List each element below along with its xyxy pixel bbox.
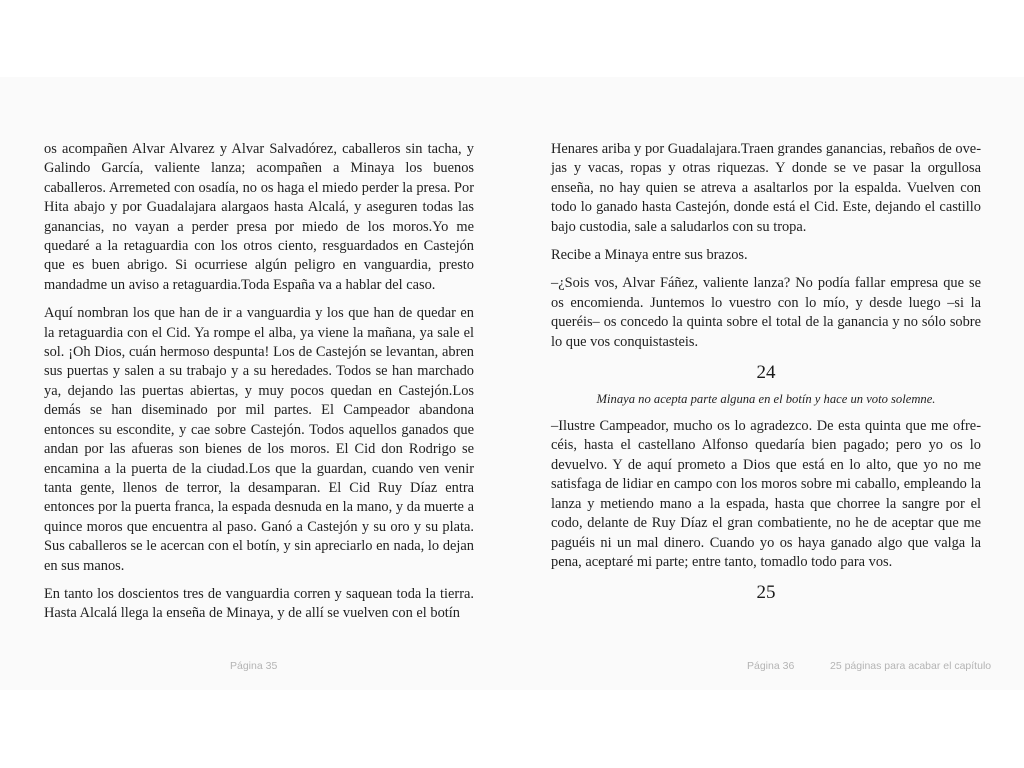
left-page-number: Página 35 xyxy=(230,660,278,672)
left-page xyxy=(44,140,474,633)
chapter-subtitle: Minaya no acepta parte alguna en el botín y hace un voto solemne. xyxy=(596,392,936,407)
paragraph: En tanto los doscientos tres de vanguardia corren y saquean toda la tierra. Hasta Alcalá llega la enseña de Minaya, y de allí se vuelven con el botín xyxy=(44,585,474,622)
pages-remaining-in-chapter: 25 páginas para acabar el capítulo xyxy=(830,660,992,672)
paragraph: Aquí nombran los que han de ir a vanguardia y los que han de quedar en la retaguardia con el Cid. Ya rompe el alba, ya viene la mañana, ya sale el sol. ¡Oh Dios, cuán hermoso despunta! Los de Castejón se levantan, abren sus puertas y salen a su trabajo y a su heredades. Todos se han marchado ya, dejando las puertas abiertas, y muy pocos quedan en Castejón.Los demás se han diseminado por mil partes. El Campeador abandona entonces su escondite, y cae sobre Castejón. Todos aquellos ganados que andan por las afueras son bienes de los moros. El Cid don Rodrigo se encamina a la puerta de la ciudad.Los que la guardan, cuando ven venir tanta gente, llenos de terror, la desamparan. El Cid Ruy Díaz entra entonces por la puerta franca, la espada desnuda en la mano, y da muerte a quince moros que encuentra al paso. Ganó a Castejón y su oro y su plata. Sus caballeros se le acercan con el botín, y sin apreciarlo en nada, lo dejan en sus manos. xyxy=(44,305,474,574)
chapter-number-25: 25 xyxy=(756,582,776,604)
book-reader xyxy=(0,77,1024,690)
paragraph: os acompañen Alvar Alvarez y Alvar Salvadórez, caballeros sin tacha, y Galindo García, valiente lanza; acompañen a Minaya los buenos caballeros. Arremeted con osadía, no os haga el miedo perder la presa. Por Hita abajo y por Guadalajara alargaos hasta Alcalá, y aseguren todas las ganancias, no vayan a perder presa por miedo de los moros.Yo me quedaré a la retaguardia con los otros ciento, resguardados en Castejón que es buen abrigo. Si ocurriese algún peligro en vanguardia, presto mandadme un aviso a retaguardia.Toda España va a hablar del caso. xyxy=(44,141,474,293)
paragraph: Henares ariba y por Guadalajara.Traen grandes ganancias, rebaños de ovejas y vacas, ropas y otras riquezas. Y donde se ve pasar la orgullosa enseña, no hay quien se atreva a asaltarlos por la espalda. Vuelven con todo lo ganado hasta Castejón, donde está el Cid. Este, dejando el castillo bajo custodia, sale a saludarlos con su tropa. xyxy=(551,141,981,235)
paragraph: –¿Sois vos, Alvar Fáñez, valiente lanza? No podía fallar empresa que se os encomienda. Juntemos lo vuestro con lo mío, y desde luego –si la queréis– os concedo la quinta sobre el total de la ganancia y no sólo sobre lo que vos conquistasteis. xyxy=(551,275,981,350)
paragraph: –Ilustre Campeador, mucho os lo agradezco. De esta quinta que me ofrecéis, hasta el castellano Alfonso quedaría bien pagado; pero yo os lo devuelvo. Y de aquí prometo a Dios que está en lo alto, que yo no me satisfaga de lidiar en campo con los moros sobre mi caballo, empleando la lanza y metiendo mano a la espada, hasta que chorree la sangre por el codo, delante de Ruy Díaz el gran combatiente, no he de aceptar que me paguéis ni un mal dinero. Cuando yo os haya ganado algo que valga la pena, aceptaré mi parte; entre tanto, tomadlo todo para vos. xyxy=(551,418,981,570)
right-page-number: Página 36 xyxy=(747,660,795,672)
chapter-number-24: 24 xyxy=(756,362,776,384)
right-page xyxy=(551,140,981,610)
paragraph: Recibe a Minaya entre sus brazos. xyxy=(551,247,748,264)
